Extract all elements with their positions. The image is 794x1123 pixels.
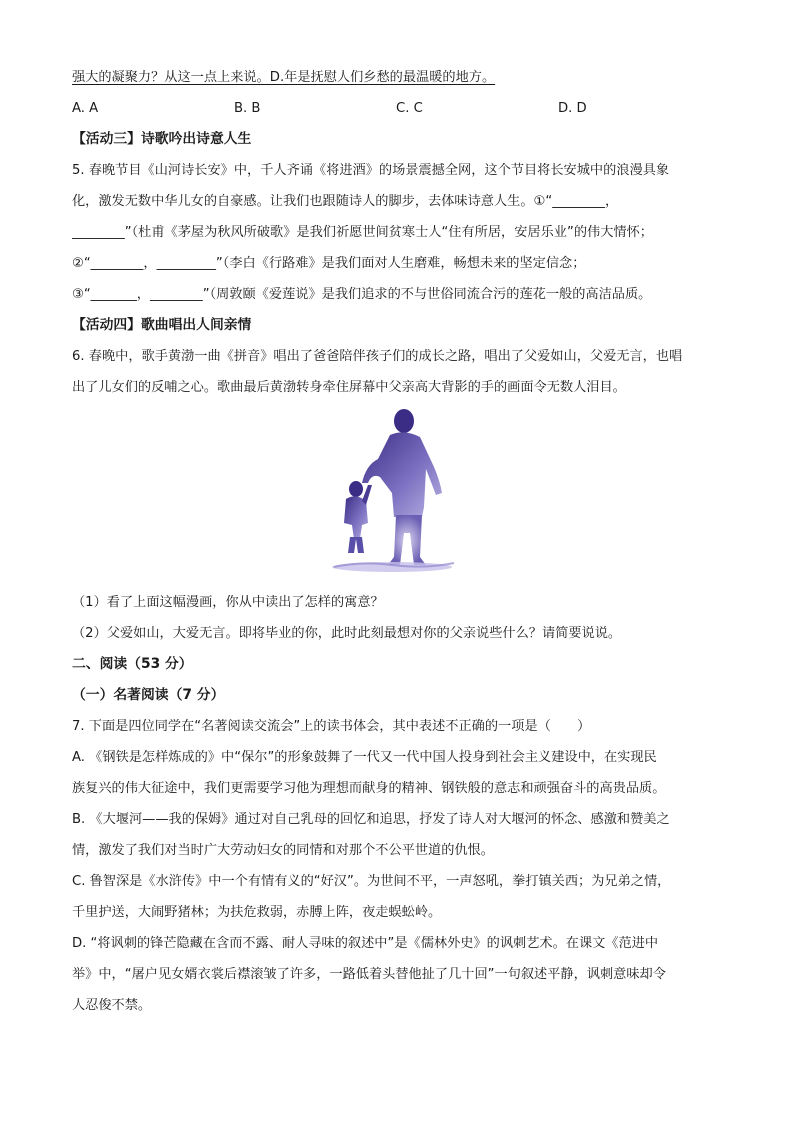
activity-4-heading: 【活动四】歌曲唱出人间亲情 (72, 317, 252, 333)
q7-option-d-line-2: 举》中，“屠户见女婿衣裳后襟滚皱了许多，一路低着头替他扯了几十回”一句叙述平静，讽刺意味却令 (72, 967, 666, 982)
q5-line-1: 5. 春晚节目《山河诗长安》中，千人齐诵《将进酒》的场景震撼全网，这个节目将长安城中的浪漫具象 (72, 163, 670, 178)
q7-option-b-line-1[interactable]: B. 《大堰河——我的保姆》通过对自己乳母的回忆和追思，抒发了诗人对大堰河的怀念、感激和赞美之 (72, 812, 670, 827)
q5-line-2: 化，激发无数中华儿女的自豪感。让我们也跟随诗人的脚步，去体味诗意人生。①“________， (72, 194, 619, 209)
q5-line-4: ②“________，_________”（李白《行路难》是我们面对人生磨难，畅想未来的坚定信念； (72, 256, 586, 271)
q6-line-1: 6. 春晚中，歌手黄渤一曲《拼音》唱出了爸爸陪伴孩子们的成长之路，唱出了父爱如山，父爱无言，也唱 (72, 349, 683, 364)
q6-sub-question-2: （2）父爱如山，大爱无言。即将毕业的你，此时此刻最想对你的父亲说些什么？请简要说说。 (72, 626, 622, 641)
q7-option-c-line-1[interactable]: C. 鲁智深是《水浒传》中一个有情有义的“好汉”。为世间不平，一声怒吼，拳打镇关西；为兄弟之情， (72, 874, 671, 889)
q7-option-a-line-1[interactable]: A. 《钢铁是怎样炼成的》中“保尔”的形象鼓舞了一代又一代中国人投身到社会主义建设中，在实现民 (72, 750, 657, 765)
choice-b[interactable]: B. B (234, 101, 261, 116)
q7-option-a-line-2: 族复兴的伟大征途中，我们更需要学习他为理想而献身的精神、钢铁般的意志和顽强奋斗的高贵品质。 (72, 781, 666, 796)
q5-line-3: ________”（杜甫《茅屋为秋风所破歌》是我们祈愿世间贫寒士人“住有所居，安居乐业”的伟大情怀； (72, 225, 653, 240)
section-2-1-heading: （一）名著阅读（7 分） (72, 687, 225, 703)
q7-stem: 7. 下面是四位同学在“名著阅读交流会”上的读书体会，其中表述不正确的一项是（ ） (72, 719, 591, 734)
activity-3-heading: 【活动三】诗歌吟出诗意人生 (72, 131, 252, 147)
section-2-heading: 二、阅读（53 分） (72, 656, 193, 672)
q4-choices (72, 93, 724, 124)
q5-line-5: ③“_______，________”（周敦颐《爱莲说》是我们追求的不与世俗同流合污的莲花一般的高洁品质。 (72, 287, 652, 302)
father-child-figure (72, 407, 724, 575)
q4-tail-text: 强大的凝聚力？从这一点上来说。D.年是抚慰人们乡愁的最温暖的地方。 (72, 70, 496, 85)
father-child-silhouette-icon (322, 407, 462, 575)
choice-c[interactable]: C. C (396, 101, 423, 116)
q6-line-2: 出了儿女们的反哺之心。歌曲最后黄渤转身牵住屏幕中父亲高大背影的手的画面令无数人泪目。 (72, 380, 626, 395)
choice-d[interactable]: D. D (558, 101, 587, 116)
q7-option-b-line-2: 情，激发了我们对当时广大劳动妇女的同情和对那个不公平世道的仇恨。 (72, 843, 494, 858)
q7-option-d-line-3: 人忍俊不禁。 (72, 998, 152, 1013)
choice-a[interactable]: A. A (72, 101, 99, 116)
q6-sub-question-1: （1）看了上面这幅漫画，你从中读出了怎样的寓意？ (72, 595, 384, 610)
q7-option-d-line-1[interactable]: D. “将讽刺的锋芒隐藏在含而不露、耐人寻味的叙述中”是《儒林外史》的讽刺艺术。在课文《范进中 (72, 936, 659, 951)
q7-option-c-line-2: 千里护送，大闹野猪林；为扶危救弱，赤膊上阵，夜走蜈蚣岭。 (72, 905, 442, 920)
exam-page (72, 62, 724, 1021)
